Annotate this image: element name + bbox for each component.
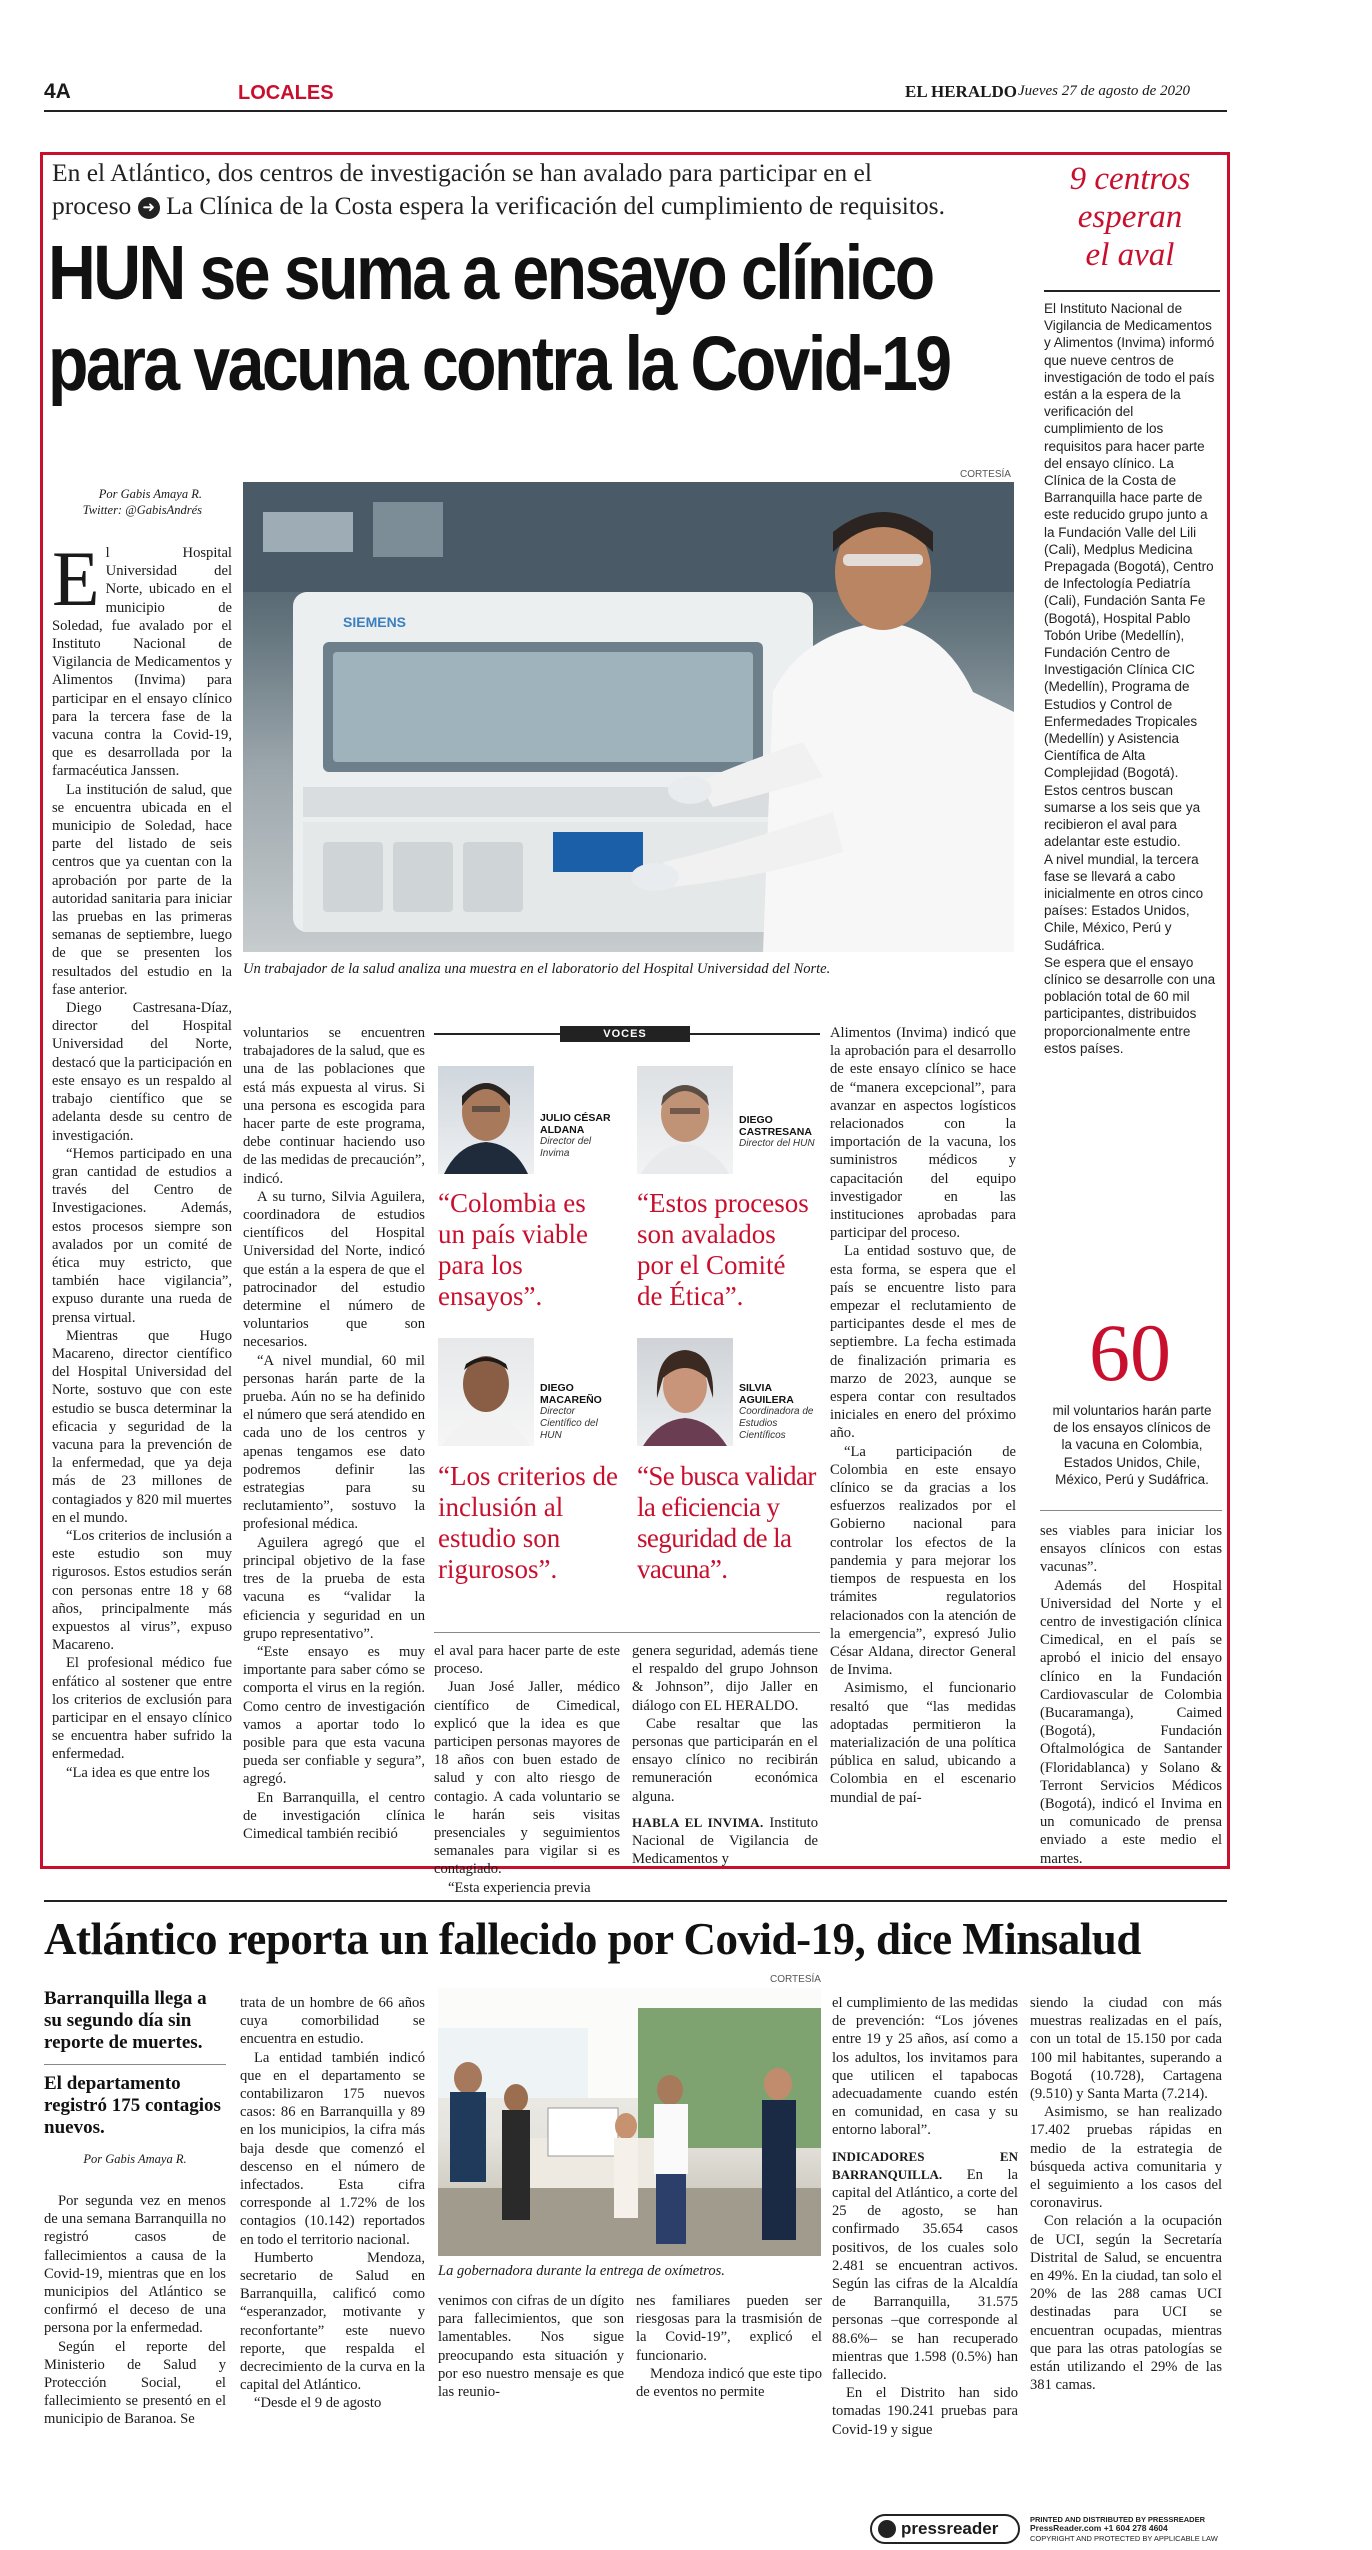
story1-column-6: ses viables para iniciar los ensayos clínicos con estas vacunas”. Además del Hospital Universidad del Norte y el centro de investigación clínica Cimedical, en el país se aprobó el inicio del ensayo clínico en la Fundación Cardiovascular de Colombia (Bucaramanga), Caimed (Bogotá), Fundación Oftalmológica de Santander (Floridablanca) y Solano & Terront Servicios Médicos (Bogotá), indicó el Invima en un comunicado de prensa enviado a este medio el martes. [1040, 1523, 1222, 1867]
voice-photo-aguilera [637, 1338, 733, 1446]
sidebar-text: El Instituto Nacional de Vigilancia de Medicamentos y Alimentos (Invima) informó que nueve centros de investigación de todo el país están a la espera de la verificación del cumplimiento de los requisitos para hacer parte del ensayo clínico. La Clínica de la Costa de Barranquilla hace parte de este reducido grupo junto a la Fundación Valle del Lili (Cali), Medplus Medicina Prepagada (Bogotá), Centro de Infectología Pediatría (Cali), Fundación Santa Fe (Bogotá), Hospital Pablo Tobón Uribe (Medellín), Fundación Centro de Investigación Clínica CIC (Medellín), Programa de Estudios y Control de Enfermedades Tropicales (Medellín) y Asistencia Científica de Alta Complejidad (Bogotá). Estos centros buscan sumarse a los seis que ya recibieron el aval para adelantar este estudio. A nivel mundial, la tercera fase se llevará a cabo inicialmente en otros cinco países: Estados Unidos, Chile, México, Perú y Sudáfrica. Se espera que el ensayo clínico se desarrolle con una población total de 60 mil participantes, distribuidos proporcionalmente entre estos países. [1044, 301, 1216, 1056]
story2-column-4: nes familiares pueden ser riesgosas para la trasmisión de la Covid-19”, explicó el funcionario. Mendoza indicó que este tipo de eventos no permite [636, 2293, 822, 2401]
brand-name: EL HERALDO [905, 82, 1017, 101]
sidebar-rule [1044, 290, 1220, 292]
sidebar-divider [1040, 1510, 1222, 1511]
oximeter-photo [438, 1988, 821, 2256]
big-number: 60 [1089, 1307, 1171, 1398]
story2-column-3: venimos con cifras de un dígito para fallecimientos, que son lamentables. Nos sigue preocupando esta situación y por eso nuestro mensaje es que las reunio- [438, 2293, 624, 2401]
story2-column-5: el cumplimiento de las medidas de prevención: “Los jóvenes entre 19 y 25 años, así como a los adultos, los invitamos para que utilicen el tapabocas adecuadamente cuando estén en comunidad, en casa y su entorno laboral”. INDICADORES EN BARRANQUILLA. En la capital del Atlántico, a corte del 25 de agosto, se han confirmado 35.654 casos positivos, de los cuales solo 2.481 se encuentran activos. Según las cifras de la Alcaldía de Barranquilla, 31.575 personas –que corresponde al 88.6%– se han recuperado mientras que 1.598 (0.5%) han fallecido. En el Distrito han sido tomadas 190.241 pruebas para Covid-19 y sigue [832, 1995, 1018, 2438]
lab-photo [243, 482, 1014, 952]
voice-name-aguilera: SILVIA AGUILERA Coordinadora de Estudios Científicos [739, 1382, 814, 1441]
siemens-label: SIEMENS [343, 614, 407, 630]
story1-column-4: genera seguridad, además tiene el respaldo del grupo Johnson & Johnson”, dijo Jaller en diálogo con EL HERALDO. Cabe resaltar que las personas que participarán en el ensayo clínico no recibirán remuneración económica alguna. HABLA EL INVIMA. Instituto Nacional de Vigilancia de Medicamentos y [632, 1643, 818, 1868]
voice-name-macareno: DIEGO MACAREÑO Director Científico del HUN [540, 1382, 602, 1441]
voice-quote-macareno: “Los criterios de inclusión al estudio son rigurosos”. [438, 1461, 618, 1584]
kicker: En el Atlántico, dos centros de investigación se han avalado para participar en el proceso ➜ La Clínica de la Costa espera la verificación del cumplimiento de requisitos. [52, 158, 945, 220]
story2-caption: La gobernadora durante la entrega de oxímetros. [438, 2263, 725, 2279]
voice-photo-macareno [438, 1338, 534, 1446]
story1-column-5: Alimentos (Invima) indicó que la aprobación para el desarrollo de este ensayo clínico se hace de “manera excepcional”, para avanzar en aspectos logísticos relacionados con la importación de la vacuna, los suministros médicos y capacitación del equipo investigador en las instituciones aprobadas para participar del proceso. La entidad sostuvo que, de esta forma, se espera que el país se encuentre listo para empezar el reclutamiento de participantes desde el mes de septiembre. La fecha estimada de finalización primaria es marzo de 2023, aunque se espera contar con resultados iniciales en enero del próximo año. “La participación de Colombia en este ensayo clínico se da gracias a los esfuerzos realizados por el Gobierno nacional para controlar los efectos de la pandemia y para mejorar los tiempos de respuesta en los trámites regulatorios relacionados con la atención de la emergencia”, expresó Julio César Aldana, director General de Invima. Asimismo, el funcionario resaltó que “las medidas adoptadas permitieron la materialización de una política pública en salud, ubicando a Colombia en el escenario mundial de paí- [830, 1025, 1016, 1806]
pressreader-logo[interactable]: pressreader [870, 2514, 1020, 2544]
story2-subheads: Barranquilla llega a su segundo día sin reporte de muertes. El departamento registró 175 contagios nuevos. [44, 1988, 226, 2139]
byline: Por Gabis Amaya R. Twitter: @GabisAndrés [82, 487, 202, 517]
story1-column-1: El Hospital Universidad del Norte, ubicado en el municipio de Soledad, fue avalado por el Instituto Nacional de Vigilancia de Medicamentos y Alimentos (Invima) para participar en el ensayo clínico para la tercera fase de la vacuna contra la Covid-19, que es desarrollada por la farmacéutica Janssen. La institución de salud, que se encuentra ubicada en el municipio de Soledad, hace parte del listado de seis centros que ya cuentan con la aprobación por parte de la autoridad sanitaria para iniciar las pruebas en las primeras semanas de septiembre, luego de que se presenten los resultados del estudio en la fase anterior. Diego Castresana-Díaz, director del Hospital Universidad del Norte, destacó que la participación en este ensayo es un respaldo al trabajo científico que se adelanta desde su centro de investigación. “Hemos participado en una gran cantidad de estudios a través del Centro de Investigaciones. Además, estos procesos siempre son avalados por un comité de ética muy estricto, que también hace vigilancia”, expuso durante una rueda de prensa virtual. Mientras que Hugo Macareno, director científico del Hospital Universidad del Norte, sostuvo que con este estudio se busca determinar la eficacia y seguridad de la vacuna para la prevención de la enfermedad, que ya deja más de 23 millones de contagiados y 820 mil muertes en el mundo. “Los criterios de inclusión a este estudio son muy rigurosos. Estos estudios serán con personas entre 18 y 68 años, principalmente más expuestos al virus”, expuso Macareno. El profesional médico fue enfático al sostener que entre los criterios de exclusión para participar en el ensayo clínico se encuentra haber sufrido la enfermedad. “La idea es que entre los [52, 535, 232, 1781]
header-rule [44, 110, 1227, 112]
pressreader-info: PRINTED AND DISTRIBUTED BY PRESSREADER PressReader.com +1 604 278 4604 COPYRIGHT AND PROTECTED BY APPLICABLE LAW [1030, 2515, 1218, 2543]
story2-column-2: trata de un hombre de 66 años cuya comorbilidad se encuentra en estudio. La entidad también indicó que en el departamento se contabilizaron 175 nuevos casos: 86 en Barranquilla y 89 en los municipios, la cifra más baja desde que comenzó el descenso en el número de infectados. Esta cifra corresponde al 1.72% de los contagios (10.142) reportados en todo el territorio nacional. Humberto Mendoza, secretario de Salud en Barranquilla, calificó como “esperanzador, motivante y reconfortante” este nuevo reporte, que respalda el decrecimiento de la curva en la capital del Atlántico. “Desde el 9 de agosto [240, 1995, 425, 2412]
page-number: 4A [44, 80, 71, 103]
voice-name-aldana: JULIO CÉSAR ALDANA Director del Invima [540, 1112, 611, 1159]
drop-cap: E [52, 535, 100, 622]
big-number-text: mil voluntarios harán parte de los ensayos clínicos de la vacuna en Colombia, Estados Unidos, Chile, México, Perú y Sudáfrica. [1052, 1403, 1212, 1487]
photo-caption: Un trabajador de la salud analiza una muestra en el laboratorio del Hospital Universidad del Norte. [243, 961, 831, 977]
voice-photo-castresana [637, 1066, 733, 1174]
voice-quote-aguilera: “Se busca validar la eficiencia y seguridad de la vacuna”. [637, 1461, 816, 1584]
voice-quote-aldana: “Colombia es un país viable para los ensayos”. [438, 1188, 588, 1311]
sidebar-title: 9 centros esperan el aval [1069, 161, 1191, 273]
arrow-circle-icon: ➜ [138, 197, 160, 219]
issue-date: Jueves 27 de agosto de 2020 [1018, 83, 1191, 99]
story2-photo-credit: CORTESÍA [770, 1974, 821, 1985]
voice-name-castresana: DIEGO CASTRESANA Director del HUN [739, 1114, 815, 1149]
story2-column-6: siendo la ciudad con más muestras realizadas en el país, con un total de 15.150 por cada 100 mil habitantes, superando a Bogotá (10.728), Cartagena (9.510) y Santa Marta (7.214). Asimismo, se han realizado 17.402 pruebas rápidas en medio de la estrategia de búsqueda activa comunitaria y el seguimiento a los casos del coronavirus. Con relación a la ocupación de UCI, según la Secretaría Distrital de Salud, se encuentra en 49%. En la ciudad, tan solo el 20% de las 288 camas UCI destinadas para UCI se encuentran ocupadas, mientras que para las otras patologías se están utilizando el 29% de las 381 camas. [1030, 1995, 1222, 2394]
story2-headline: Atlántico reporta un fallecido por Covid-19, dice Minsalud [44, 1914, 1141, 1964]
story1-column-2: voluntarios se encuentren trabajadores de la salud, que es una de las poblaciones que está más expuesta al virus. Si una persona es escogida para hacer parte de este programa, debe continuar haciendo uso de las medidas de precaución”, indicó. A su turno, Silvia Aguilera, coordinadora de estudios científicos del Hospital Universidad del Norte, indicó que están a la espera de que el patrocinador del estudio determine el número de voluntarios que son necesarios. “A nivel mundial, 60 mil personas harán parte de la prueba. Aún no se ha definido el número que será atendido en cada uno de los centros y apenas tengamos ese dato podremos definir las estrategias para su reclutamiento”, sostuvo la profesional médica. Aguilera agregó que el principal objetivo de la fase tres de la prueba de esta vacuna es “validar la eficiencia y seguridad en un grupo representativo”. “Este ensayo es muy importante para saber cómo se comporta el virus en la región. Como centro de investigación vamos a aportar todo lo posible para que esta vacuna pueda ser confiable y segura”, agregó. En Barranquilla, el centro de investigación clínica Cimedical también recibió [243, 1025, 425, 1842]
voice-quote-castresana: “Estos procesos son avalados por el Comité de Ética”. [637, 1188, 809, 1311]
story2-byline: Por Gabis Amaya R. [83, 2152, 187, 2166]
voces-label: VOCES [560, 1026, 690, 1042]
story1-column-3: el aval para hacer parte de este proceso. Juan José Jaller, médico científico de Cimedical, explicó que la idea es que participen personas mayores de 18 años con buen estado de salud y con alto riesgo de contagio. A cada voluntario se le harán seis visitas presenciales y seguimientos semanales para vigilar si es contagiado. “Esta experiencia previa [434, 1643, 620, 1896]
pressreader-icon [878, 2520, 896, 2538]
voces-bottom-rule [434, 1632, 820, 1633]
section-label[interactable]: LOCALES [238, 82, 334, 104]
story2-top-rule [44, 1900, 1227, 1902]
photo-credit: CORTESÍA [960, 469, 1011, 480]
headline: HUN se suma a ensayo clínico para vacuna contra la Covid-19 [48, 230, 950, 407]
voice-photo-aldana [438, 1066, 534, 1174]
story2-column-1: Por segunda vez en menos de una semana Barranquilla no registró casos de fallecimientos a causa de la Covid-19, mientras que en los municipios del Atlántico se confirmó el deceso de una persona por la enfermedad. Según el reporte del Ministerio de Salud y Protección Social, el fallecimiento se presentó en el municipio de Baranoa. Se [44, 2193, 226, 2428]
